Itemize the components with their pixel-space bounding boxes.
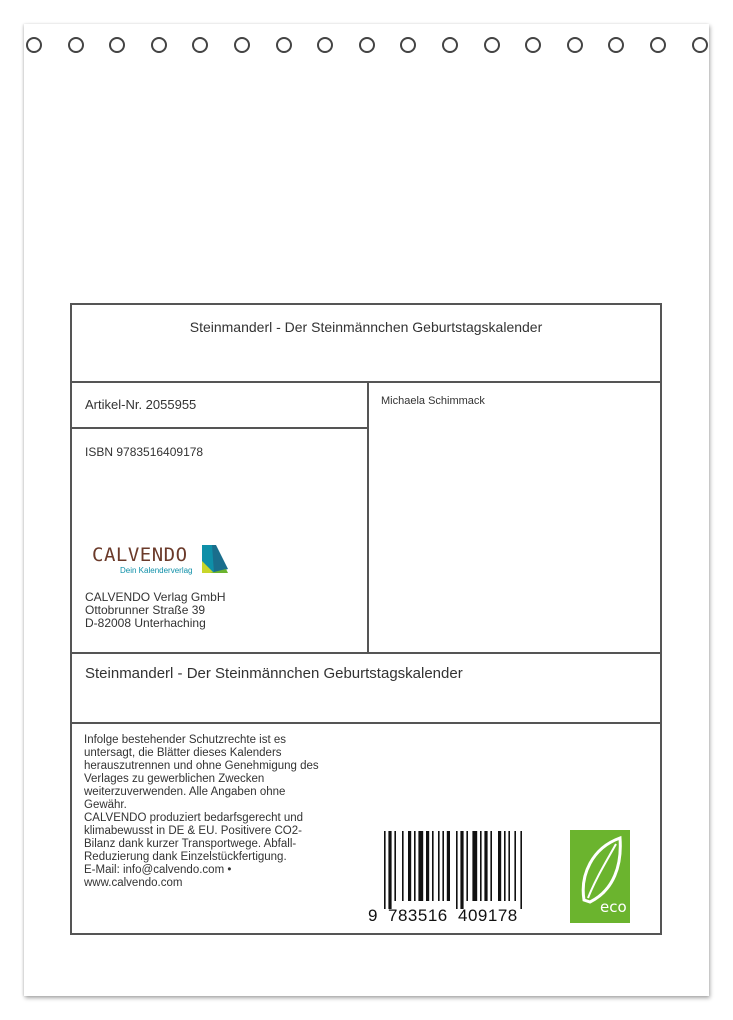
- binder-ring-hole: [359, 37, 375, 53]
- publisher-address: [85, 591, 226, 630]
- barcode-bar: [426, 831, 429, 901]
- info-card: [70, 303, 662, 935]
- eco-label: eco: [600, 898, 627, 916]
- binder-ring-hole: [692, 37, 708, 53]
- address-line: CALVENDO Verlag GmbH: [85, 590, 226, 604]
- barcode-bar: [418, 831, 423, 901]
- divider-artikel: [72, 427, 368, 429]
- calvendo-logo: [90, 541, 235, 581]
- barcode-bar: [394, 831, 396, 901]
- address-line: D-82008 Unterhaching: [85, 616, 206, 630]
- binder-ring-hole: [442, 37, 458, 53]
- barcode-bar: [432, 831, 434, 901]
- legal-line: www.calvendo.com: [84, 877, 183, 889]
- barcode-bar: [504, 831, 506, 901]
- barcode-digits-group2: 409178: [458, 906, 518, 925]
- binder-ring-hole: [276, 37, 292, 53]
- barcode-bar: [442, 831, 444, 901]
- binder-ring-hole: [26, 37, 42, 53]
- address-line: Ottobrunner Straße 39: [85, 603, 206, 617]
- divider-title: [72, 381, 660, 383]
- barcode-digits-group1: 783516: [388, 906, 448, 925]
- legal-line: CALVENDO produziert bedarfsgerecht und: [84, 812, 304, 824]
- barcode-bar: [456, 831, 458, 909]
- barcode-bar: [484, 831, 487, 901]
- legal-notice: [84, 734, 364, 890]
- barcode-bar: [508, 831, 510, 901]
- legal-line: Verlages zu gewerblichen Zwecken: [84, 773, 265, 785]
- binder-ring-hole: [567, 37, 583, 53]
- calendar-title: Steinmanderl - Der Steinmännchen Geburtstagskalender: [189, 319, 543, 335]
- author-name: Michaela Schimmack: [381, 395, 485, 407]
- barcode-bar: [460, 831, 463, 909]
- binder-ring-hole: [151, 37, 167, 53]
- barcode-bar: [408, 831, 411, 901]
- barcode: [362, 829, 537, 925]
- binder-ring-hole: [650, 37, 666, 53]
- legal-line: herauszutrennen und ohne Genehmigung des: [84, 760, 319, 772]
- legal-line: Gewähr.: [84, 799, 127, 811]
- barcode-bar: [514, 831, 516, 901]
- legal-line: Reduzierung dank Einzelstückfertigung.: [84, 851, 287, 863]
- legal-line: E-Mail: info@calvendo.com •: [84, 864, 232, 876]
- binder-ring-hole: [192, 37, 208, 53]
- calvendo-logo-word: CALVENDO: [92, 544, 188, 566]
- divider-vertical: [367, 381, 369, 653]
- barcode-first-digit: 9: [368, 906, 378, 925]
- binder-ring-hole: [109, 37, 125, 53]
- calvendo-logo-tagline: Dein Kalenderverlag: [120, 566, 193, 575]
- legal-line: untersagt, die Blätter dieses Kalenders: [84, 747, 282, 759]
- article-number: Artikel-Nr. 2055955: [85, 397, 197, 412]
- calendar-subtitle: Steinmanderl - Der Steinmännchen Geburtstagskalender: [85, 665, 463, 682]
- binder-ring-hole: [68, 37, 84, 53]
- binder-rings: [0, 0, 733, 70]
- binder-ring-hole: [484, 37, 500, 53]
- binder-ring-hole: [608, 37, 624, 53]
- legal-line: Bilanz dank kurzer Transportwege. Abfall-: [84, 838, 297, 850]
- legal-line: weiterzuverwenden. Alle Angaben ohne: [84, 786, 286, 798]
- legal-line: Infolge bestehender Schutzrechte ist es: [84, 734, 287, 746]
- barcode-bar: [480, 831, 482, 901]
- barcode-bar: [466, 831, 468, 901]
- barcode-bar: [498, 831, 501, 901]
- binder-ring-hole: [525, 37, 541, 53]
- barcode-bar: [388, 831, 391, 909]
- divider-subtitle: [72, 722, 660, 724]
- isbn: ISBN 9783516409178: [85, 445, 204, 459]
- calvendo-logo-mark-icon: [198, 543, 230, 577]
- divider-address: [72, 652, 660, 654]
- legal-line: klimabewusst in DE & EU. Positivere CO2-: [84, 825, 302, 837]
- binder-ring-hole: [400, 37, 416, 53]
- barcode-bar: [384, 831, 386, 909]
- binder-ring-hole: [234, 37, 250, 53]
- barcode-bar: [520, 831, 522, 909]
- barcode-bar: [490, 831, 492, 901]
- barcode-bars: [384, 831, 522, 909]
- barcode-bar: [447, 831, 450, 901]
- binder-ring-hole: [317, 37, 333, 53]
- barcode-bar: [438, 831, 440, 901]
- barcode-bar: [402, 831, 404, 901]
- eco-badge: [570, 830, 630, 923]
- barcode-bar: [472, 831, 477, 901]
- barcode-bar: [414, 831, 416, 901]
